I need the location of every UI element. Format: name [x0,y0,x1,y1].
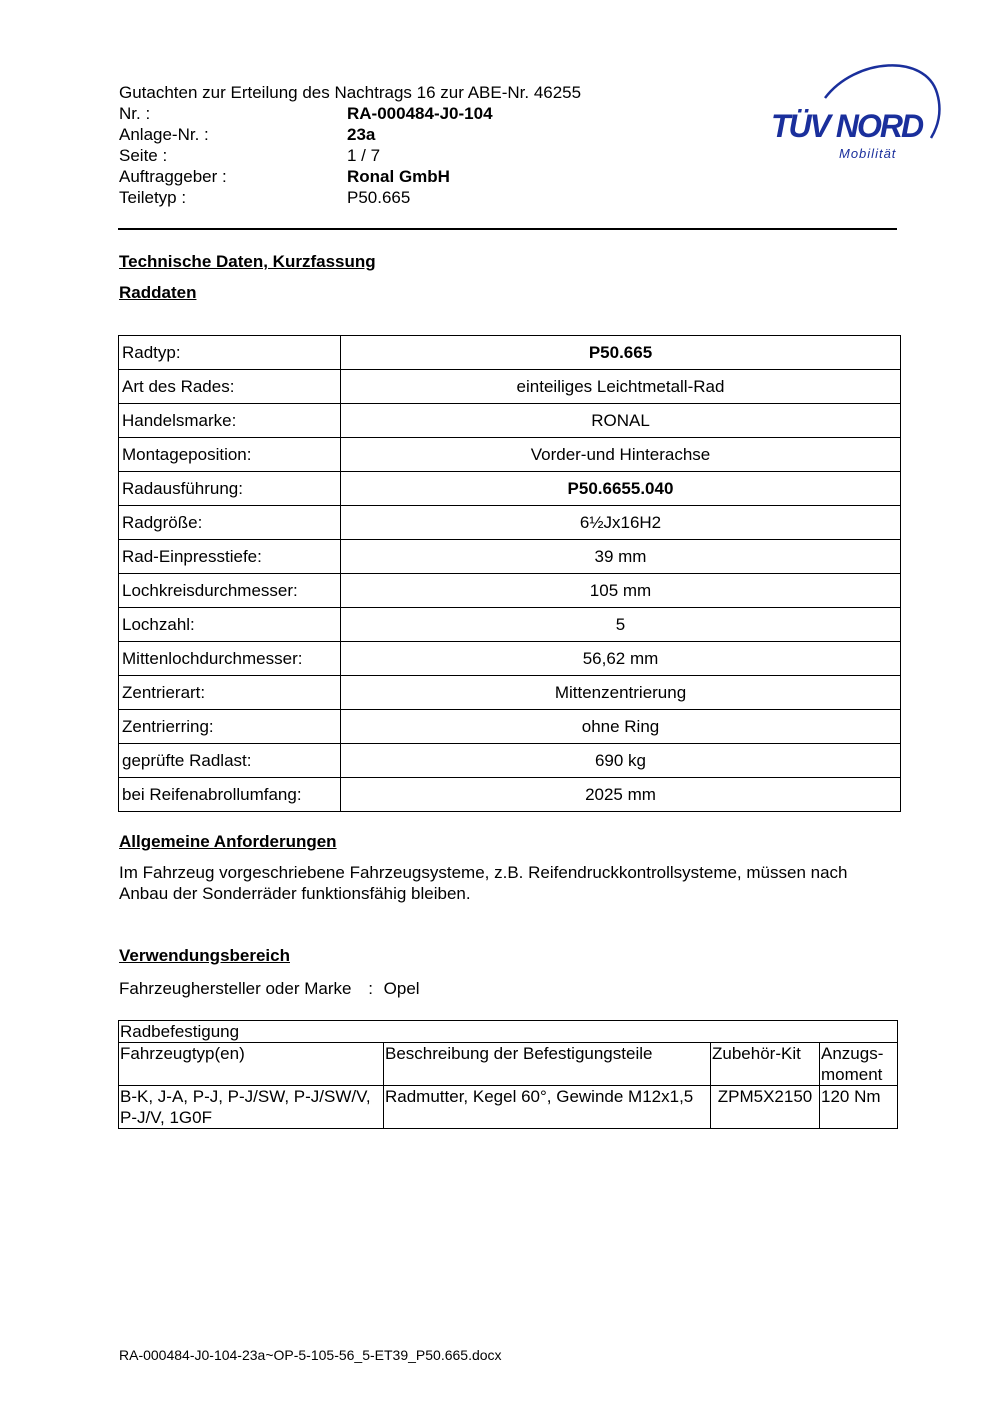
logo-sub-text: Mobilität [839,146,897,161]
header-row-anlage: Anlage-Nr. : 23a [119,125,376,144]
wheel-value-cell: Mittenzentrierung [341,676,901,710]
table-row [119,438,901,472]
fixing-header-cell: Anzugs-moment [820,1043,898,1086]
header-divider [118,228,897,230]
wheel-key-cell: Zentrierring: [119,710,341,744]
fixing-header-cell: Beschreibung der Befestigungsteile [384,1043,711,1086]
wheel-value-cell: 105 mm [341,574,901,608]
logo-brand-text: TÜV NORD [771,108,923,144]
table-row [119,744,901,778]
table-row [119,574,901,608]
wheel-key-cell: Radausführung: [119,472,341,506]
wheel-key-cell: bei Reifenabrollumfang: [119,778,341,812]
fixing-cell: Radmutter, Kegel 60°, Gewinde M12x1,5 [384,1086,711,1129]
header-row-teiletyp: Teiletyp : P50.665 [119,188,411,207]
wheel-value-cell: 39 mm [341,540,901,574]
header-row-nr: Nr. : RA-000484-J0-104 [119,104,493,123]
header-row-auftraggeber: Auftraggeber : Ronal GmbH [119,167,450,186]
wheel-value-cell: 56,62 mm [341,642,901,676]
document-title: Gutachten zur Erteilung des Nachtrags 16 zur ABE-Nr. 46255 [119,83,582,102]
section-heading-tech: Technische Daten, Kurzfassung [119,252,376,271]
table-row [119,506,901,540]
fixing-cell: ZPM5X2150 [711,1086,820,1129]
table-row [119,370,901,404]
wheel-key-cell: Handelsmarke: [119,404,341,438]
fixing-title: Radbefestigung [119,1021,898,1043]
wheel-value-cell: 6½Jx16H2 [341,506,901,540]
wheel-key-cell: Radgröße: [119,506,341,540]
table-row [119,336,901,370]
manufacturer-line [119,979,420,999]
manufacturer-separator: : [368,979,373,998]
wheel-value-cell: ohne Ring [341,710,901,744]
wheel-value-cell: 690 kg [341,744,901,778]
fixing-cell: B-K, J-A, P-J, P-J/SW, P-J/SW/V, P-J/V, 1G0F [119,1086,384,1129]
wheel-value-cell: RONAL [341,404,901,438]
wheel-key-cell: Montageposition: [119,438,341,472]
fixing-title-row [119,1021,898,1043]
table-row [119,676,901,710]
wheel-value-cell: 5 [341,608,901,642]
table-row [119,778,901,812]
wheel-value-cell: P50.6655.040 [341,472,901,506]
section-heading-allgemein: Allgemeine Anforderungen [119,832,337,851]
table-row [119,642,901,676]
section-heading-raddaten: Raddaten [119,283,197,302]
wheel-key-cell: Mittenlochdurchmesser: [119,642,341,676]
fixing-data-row [119,1086,898,1129]
allgemein-paragraph: Im Fahrzeug vorgeschriebene Fahrzeugsysteme, z.B. Reifendruckkontrollsysteme, müssen nach Anbau der Sonderräder funktionsfähig bleiben. [119,863,848,903]
table-row [119,404,901,438]
wheel-value-cell: Vorder-und Hinterachse [341,438,901,472]
wheel-value-cell: P50.665 [341,336,901,370]
wheel-key-cell: geprüfte Radlast: [119,744,341,778]
manufacturer-label: Fahrzeughersteller oder Marke [119,979,352,998]
wheel-key-cell: Lochzahl: [119,608,341,642]
table-row [119,608,901,642]
header-row-seite: Seite : 1 / 7 [119,146,381,165]
wheel-key-cell: Art des Rades: [119,370,341,404]
wheel-key-cell: Rad-Einpresstiefe: [119,540,341,574]
table-row [119,540,901,574]
wheel-key-cell: Lochkreisdurchmesser: [119,574,341,608]
wheel-key-cell: Zentrierart: [119,676,341,710]
table-row [119,710,901,744]
wheel-value-cell: einteiliges Leichtmetall-Rad [341,370,901,404]
fixing-cell: 120 Nm [820,1086,898,1129]
section-heading-verwendung: Verwendungsbereich [119,946,290,965]
wheel-key-cell: Radtyp: [119,336,341,370]
fixing-header-cell: Zubehör-Kit [711,1043,820,1086]
tuv-nord-logo [765,58,945,168]
wheel-value-cell: 2025 mm [341,778,901,812]
table-row [119,472,901,506]
wheel-data-table [118,335,901,812]
manufacturer-value: Opel [383,979,420,998]
fixing-header-row [119,1043,898,1086]
fixing-header-cell: Fahrzeugtyp(en) [119,1043,384,1086]
footer-filename: RA-000484-J0-104-23a~OP-5-105-56_5-ET39_P50.665.docx [119,1347,502,1363]
document-header [119,82,679,208]
wheel-fixing-table [118,1020,898,1129]
